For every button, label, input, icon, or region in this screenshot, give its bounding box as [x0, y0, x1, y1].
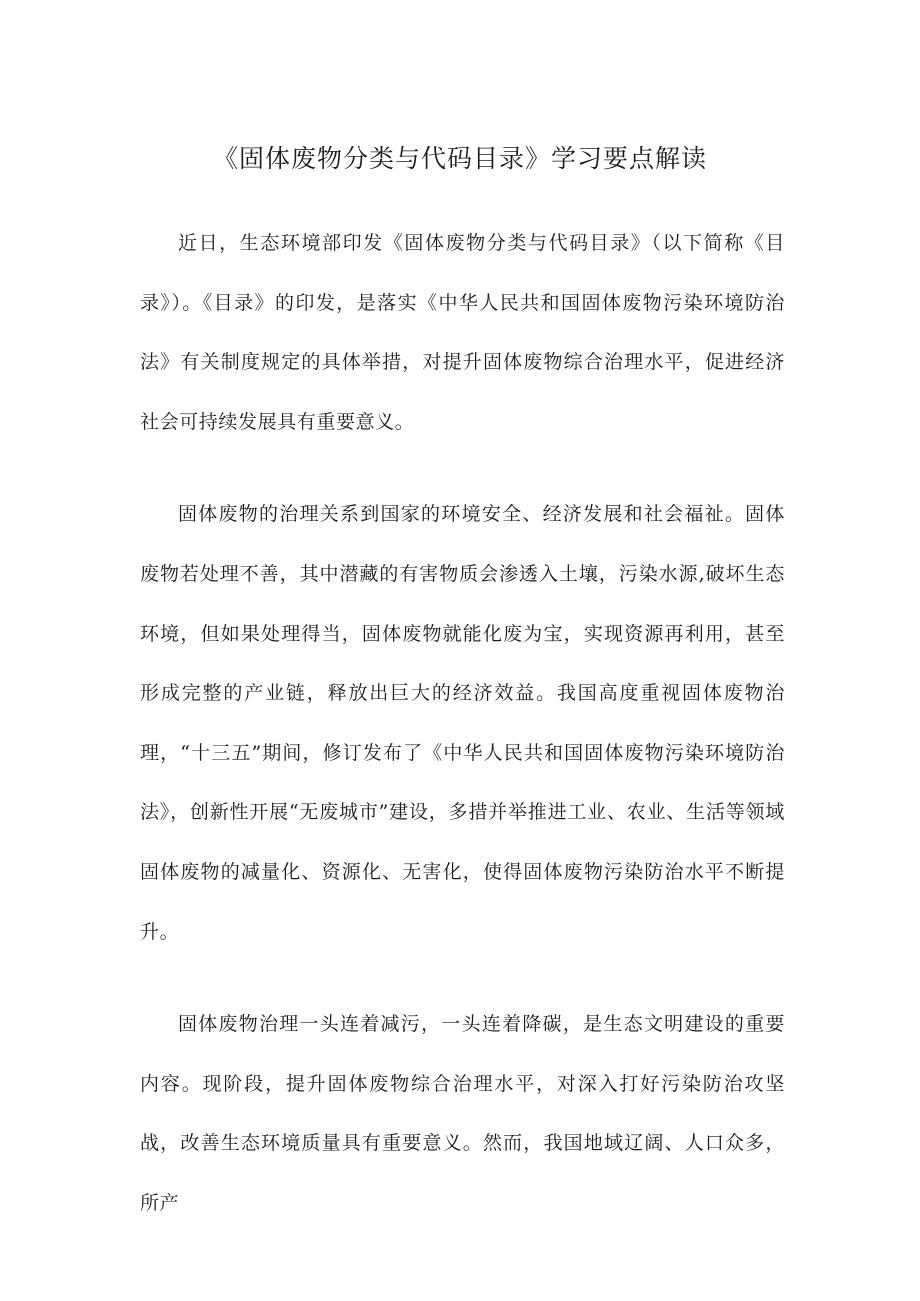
paragraph-3: 固体废物治理一头连着减污，一头连着降碳，是生态文明建设的重要内容。现阶段，提升固体废物综合治理水平，对深入打好污染防治攻坚战，改善生态环境质量具有重要意义。然而，我国地域辽阔、人口众多，所产 [140, 1013, 785, 1214]
paragraph-1: 近日，生态环境部印发《固体废物分类与代码目录》（以下简称《目录》）。《目录》的印发，是落实《中华人民共和国固体废物污染环境防治法》有关制度规定的具体举措，对提升固体废物综合治理水平，促进经济社会可持续发展具有重要意义。 [140, 232, 785, 433]
document-title: 《固体废物分类与代码目录》学习要点解读 [212, 144, 707, 173]
document-body [140, 214, 785, 1267]
paragraph-2: 固体废物的治理关系到国家的环境安全、经济发展和社会福祉。固体废物若处理不善，其中潜藏的有害物质会渗透入土壤，污染水源,破坏生态环境，但如果处理得当，固体废物就能化废为宝，实现资源再利用，甚至形成完整的产业链，释放出巨大的经济效益。我国高度重视固体废物治理，“十三五”期间，修订发布了《中华人民共和国固体废物污染环境防治法》，创新性开展“无废城市”建设，多措并举推进工业、农业、生活等领域固体废物的减量化、资源化、无害化，使得固体废物污染防治水平不断提升。 [140, 503, 785, 943]
